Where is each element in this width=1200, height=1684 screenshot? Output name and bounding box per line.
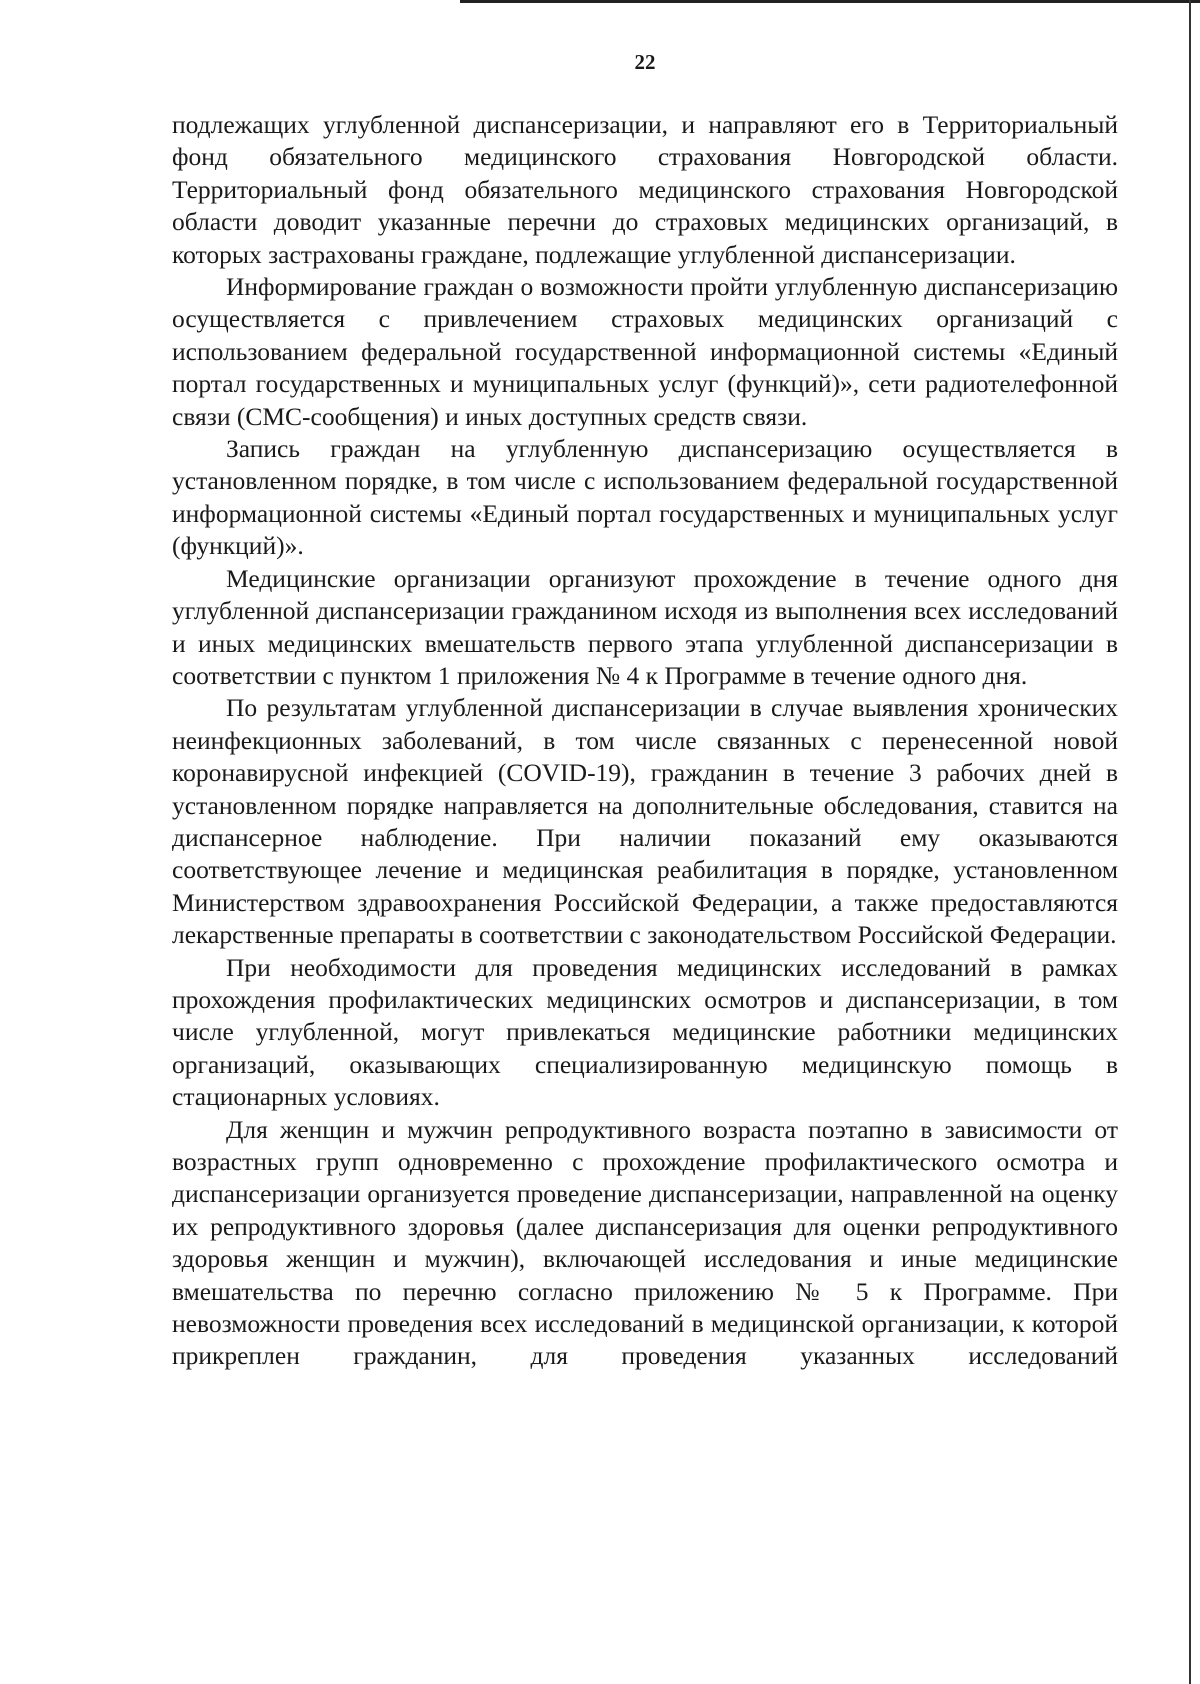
paragraph-specialists: При необходимости для проведения медицинских исследований в рамках прохождения профилактических медицинских осмотров и диспансеризации, в том числе углубленной, могут привлекаться медицинские работники медицинских организаций, оказывающих специализированную медицинскую помощь в стационарных условиях.: [172, 952, 1118, 1112]
page-number: 22: [634, 50, 656, 74]
paragraph-reproductive: Для женщин и мужчин репродуктивного возраста поэтапно в зависимости от возрастных групп одновременно с прохождение профилактического осмотра и диспансеризации организуется проведение диспансеризации, направленной на оценку их репродуктивного здоровья (далее диспансеризация для оценки репродуктивного здоровья женщин и мужчин), включающей исследования и иные медицинские вмешательства по перечню согласно приложению № 5 к Программе. При невозможности проведения всех исследований в медицинской организации, к которой прикреплен гражданин, для проведения указанных исследований: [172, 1114, 1118, 1371]
scan-edge-right: [1189, 0, 1191, 1684]
document-body: [172, 109, 1118, 1373]
scan-edge-top: [460, 0, 1200, 3]
paragraph-results: По результатам углубленной диспансеризации в случае выявления хронических неинфекционных заболеваний, в том числе связанных с перенесенной новой коронавирусной инфекцией (COVID-19), гражданин в течение 3 рабочих дней в установленном порядке направляется на дополнительные обследования, ставится на диспансерное наблюдение. При наличии показаний ему оказываются соответствующее лечение и медицинская реабилитация в порядке, установленном Министерством здравоохранения Российской Федерации, а также предоставляются лекарственные препараты в соответствии с законодательством Российской Федерации.: [172, 693, 1118, 950]
paragraph-continuation: подлежащих углубленной диспансеризации, и направляют его в Территориальный фонд обязательного медицинского страхования Новгородской области. Территориальный фонд обязательного медицинского страхования Новгородской области доводит указанные перечни до страховых медицинских организаций, в которых застрахованы граждане, подлежащие углубленной диспансеризации.: [172, 110, 1118, 269]
paragraph-one-day: Медицинские организации организуют прохождение в течение одного дня углубленной диспансеризации гражданином исходя из выполнения всех исследований и иных медицинских вмешательств первого этапа углубленной диспансеризации в соответствии с пунктом 1 приложения № 4 к Программе в течение одного дня.: [172, 563, 1118, 690]
paragraph-informing: Информирование граждан о возможности пройти углубленную диспансеризацию осуществляется с привлечением страховых медицинских организаций с использованием федеральной государственной информационной системы «Единый портал государственных и муниципальных услуг (функций)», сети радиотелефонной связи (СМС-сообщения) и иных доступных средств связи.: [172, 272, 1118, 431]
paragraph-registration: Запись граждан на углубленную диспансеризацию осуществляется в установленном порядке, в том числе с использованием федеральной государственной информационной системы «Единый портал государственных и муниципальных услуг (функций)».: [172, 434, 1118, 561]
